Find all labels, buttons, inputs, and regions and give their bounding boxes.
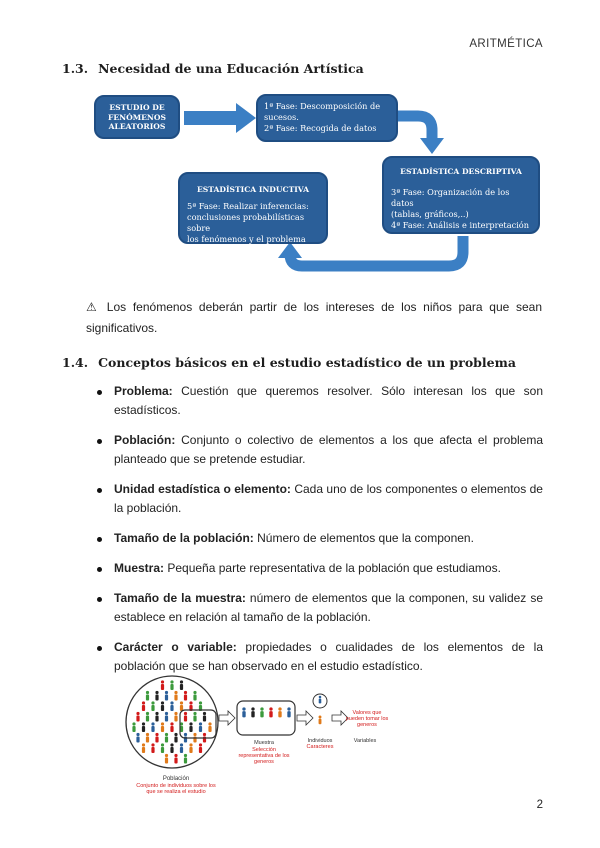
- person-icon: [155, 733, 158, 736]
- person-icon: [199, 743, 202, 746]
- person-icon: [184, 691, 187, 694]
- person-icon: [161, 705, 164, 711]
- term: Problema:: [114, 384, 173, 398]
- list-item: [86, 382, 543, 431]
- flow-box-text: 3ª Fase: Organización de los datos: [391, 187, 510, 208]
- poblacion-label: Población: [162, 776, 190, 782]
- flow-box-fases-1-2: [256, 94, 398, 142]
- person-icon: [170, 680, 173, 683]
- person-icon: [161, 680, 164, 683]
- person-icon: [260, 711, 263, 717]
- person-icon: [278, 707, 281, 710]
- term: Población:: [114, 433, 176, 447]
- sample-box: [237, 701, 295, 735]
- warning-note: ⚠ Los fenómenos deberán partir de los intereses de los niños para que sean significativos.: [86, 300, 542, 335]
- muestra-label: Muestra: [254, 740, 274, 746]
- person-icon: [165, 754, 168, 757]
- person-icon: [174, 733, 177, 736]
- person-icon: [174, 716, 177, 722]
- person-icon: [189, 747, 192, 753]
- person-icon: [142, 726, 145, 732]
- flow-box-title: ESTADÍSTICA INDUCTIVA: [197, 185, 309, 194]
- variables-desc-2: pueden tomar los: [345, 716, 389, 722]
- person-icon: [199, 747, 202, 753]
- person-icon: [170, 743, 173, 746]
- person-icon: [161, 726, 164, 732]
- concepts-list: [86, 382, 543, 687]
- list-item: [86, 431, 543, 480]
- person-icon: [170, 684, 173, 690]
- individuos-label: Individuos: [307, 738, 333, 744]
- person-icon: [155, 712, 158, 715]
- term: Tamaño de la muestra:: [114, 591, 246, 605]
- person-icon: [170, 701, 173, 704]
- person-icon: [136, 716, 139, 722]
- person-icon: [142, 747, 145, 753]
- person-icon: [208, 726, 211, 732]
- person-icon: [155, 737, 158, 743]
- person-icon: [165, 716, 168, 722]
- flow-box-text: (tablas, gráficos,..): [391, 209, 469, 219]
- bullet-icon: [97, 488, 102, 493]
- person-icon: [287, 707, 290, 710]
- person-icon: [184, 758, 187, 764]
- flow-box-text: los fenómenos y el problema: [187, 234, 306, 244]
- variables-desc-1: Valores que: [352, 710, 382, 716]
- person-icon: [199, 701, 202, 704]
- person-icon: [184, 716, 187, 722]
- person-icon: [278, 711, 281, 717]
- arrow-to-individual: [297, 711, 313, 725]
- person-icon: [193, 695, 196, 701]
- poblacion-desc-2: que se realiza el estudio: [146, 789, 206, 795]
- person-icon: [189, 722, 192, 725]
- person-icon: [174, 737, 177, 743]
- section-number: 1.4.: [62, 355, 89, 370]
- bullet-icon: [97, 597, 102, 602]
- person-icon: [184, 695, 187, 701]
- person-icon: [142, 701, 145, 704]
- person-icon: [242, 711, 245, 717]
- person-icon: [287, 711, 290, 717]
- flow-box-text: 2ª Fase: Recogida de datos: [264, 123, 377, 133]
- person-icon: [203, 712, 206, 715]
- person-icon: [146, 695, 149, 701]
- person-icon: [161, 684, 164, 690]
- flow-box-text: 4ª Fase: Análisis e interpretación: [391, 220, 530, 230]
- person-icon: [161, 743, 164, 746]
- section-title: Conceptos básicos en el estudio estadístico de un problema: [98, 355, 516, 370]
- arrow-curve-down: [398, 116, 432, 140]
- definition: Pequeña parte representativa de la población que estudiamos.: [164, 561, 501, 575]
- person-icon: [184, 712, 187, 715]
- flow-box-text: 1ª Fase: Descomposición de: [264, 101, 381, 111]
- person-icon: [269, 707, 272, 710]
- individuos-desc: Caracteres: [306, 744, 334, 750]
- bullet-icon: [97, 537, 102, 542]
- bullet-icon: [97, 567, 102, 572]
- person-icon: [180, 684, 183, 690]
- person-icon: [136, 733, 139, 736]
- flow-box-text: FENÓMENOS: [108, 112, 166, 122]
- person-icon: [151, 743, 154, 746]
- term: Unidad estadística o elemento:: [114, 482, 291, 496]
- bullet-icon: [97, 390, 102, 395]
- definition: Número de elementos que la componen.: [253, 531, 474, 545]
- flow-box-text: 5ª Fase: Realizar inferencias:: [187, 201, 309, 211]
- flow-box-text: ESTUDIO DE: [109, 103, 165, 112]
- person-icon: [189, 743, 192, 746]
- variables-label: Variables: [353, 738, 377, 744]
- person-icon: [155, 695, 158, 701]
- person-icon: [260, 707, 263, 710]
- person-icon: [146, 737, 149, 743]
- flow-box-title: ESTADÍSTICA DESCRIPTIVA: [400, 167, 522, 176]
- person-icon: [174, 695, 177, 701]
- flow-box-estadistica-inductiva: [178, 172, 328, 244]
- person-icon: [165, 758, 168, 764]
- person-icon: [242, 707, 245, 710]
- person-icon: [146, 712, 149, 715]
- person-icon: [184, 754, 187, 757]
- list-item: [86, 480, 543, 529]
- variables-desc-3: generos: [357, 722, 377, 728]
- population-sample-illustration: [120, 674, 420, 784]
- person-icon: [161, 722, 164, 725]
- person-icon: [151, 747, 154, 753]
- person-icon: [203, 733, 206, 736]
- person-icon: [189, 701, 192, 704]
- person-icon: [146, 691, 149, 694]
- person-icon: [208, 722, 211, 725]
- person-icon: [170, 726, 173, 732]
- person-icon: [155, 716, 158, 722]
- person-icon: [165, 691, 168, 694]
- running-header: ARITMÉTICA: [469, 38, 543, 50]
- person-icon: [184, 733, 187, 736]
- person-icon: [251, 711, 254, 717]
- term: Muestra:: [114, 561, 165, 575]
- definition: Conjunto o colectivo de elementos a los que afecta el problema planteado que se pretende estudiar.: [114, 433, 543, 466]
- list-item: [86, 529, 543, 559]
- muestra-desc-1: Selección: [252, 747, 276, 753]
- person-icon: [180, 701, 183, 704]
- section-number: 1.3.: [62, 61, 89, 76]
- bullet-icon: [97, 439, 102, 444]
- arrow-to-sample: [219, 711, 235, 725]
- person-icon: [174, 712, 177, 715]
- person-icon: [193, 716, 196, 722]
- person-icon: [193, 691, 196, 694]
- muestra-desc-2: representativa de los: [238, 753, 290, 759]
- person-icon: [319, 716, 322, 719]
- person-icon: [151, 726, 154, 732]
- person-icon: [180, 743, 183, 746]
- section-title: Necesidad de una Educación Artística: [98, 61, 364, 76]
- person-icon: [193, 733, 196, 736]
- person-icon: [180, 680, 183, 683]
- list-item: [86, 559, 543, 589]
- poblacion-desc-1: Conjunto de individuos sobre los: [136, 783, 216, 789]
- person-icon: [136, 712, 139, 715]
- person-icon: [251, 707, 254, 710]
- person-icon: [146, 733, 149, 736]
- person-icon: [199, 722, 202, 725]
- flow-box-estadistica-descriptiva: [382, 156, 540, 234]
- person-icon: [170, 722, 173, 725]
- person-icon: [136, 737, 139, 743]
- bullet-icon: [97, 646, 102, 651]
- person-icon: [132, 726, 135, 732]
- person-icon: [203, 716, 206, 722]
- person-icon: [155, 691, 158, 694]
- definition: Cuestión que queremos resolver. Sólo interesan los que son estadísticos.: [114, 384, 543, 417]
- person-icon: [151, 705, 154, 711]
- person-icon: [170, 747, 173, 753]
- person-icon: [161, 701, 164, 704]
- person-icon: [165, 733, 168, 736]
- page-number: 2: [536, 799, 543, 811]
- muestra-desc-3: generos: [254, 759, 274, 765]
- definition: propiedades o cualidades de los elementos de la población que se han observado en el estudio estadístico.: [114, 640, 544, 673]
- person-icon: [174, 758, 177, 764]
- flow-box-text: ALEATORIOS: [108, 122, 166, 131]
- person-icon: [165, 695, 168, 701]
- arrow-right: [184, 103, 256, 133]
- flow-arrows: [0, 0, 600, 300]
- person-icon: [269, 711, 272, 717]
- person-icon: [193, 712, 196, 715]
- person-icon: [151, 722, 154, 725]
- flow-box-text: sucesos.: [264, 112, 299, 122]
- term: Carácter o variable:: [114, 640, 237, 654]
- person-icon: [146, 716, 149, 722]
- person-icon: [161, 747, 164, 753]
- person-icon: [165, 712, 168, 715]
- term: Tamaño de la población:: [114, 531, 254, 545]
- arrow-curve-down-head: [420, 138, 444, 154]
- person-icon: [151, 701, 154, 704]
- person-icon: [174, 691, 177, 694]
- person-icon: [165, 737, 168, 743]
- person-icon: [174, 754, 177, 757]
- person-icon: [142, 743, 145, 746]
- definition: número de elementos que la componen, su validez se establece en relación al tamaño de la población.: [114, 591, 543, 624]
- person-icon: [189, 726, 192, 732]
- person-icon: [199, 726, 202, 732]
- person-icon: [142, 705, 145, 711]
- person-icon: [142, 722, 145, 725]
- section-heading-1-4: [62, 355, 516, 370]
- person-icon: [132, 722, 135, 725]
- person-icon: [319, 696, 322, 699]
- person-icon: [180, 747, 183, 753]
- person-icon: [319, 719, 322, 724]
- definition: Cada uno de los componentes o elementos de la población.: [114, 482, 543, 515]
- flow-box-text: conclusiones probabilísticas sobre: [187, 212, 305, 233]
- list-item: [86, 589, 543, 638]
- individual-people: [319, 696, 322, 724]
- person-icon: [170, 705, 173, 711]
- person-icon: [319, 699, 322, 704]
